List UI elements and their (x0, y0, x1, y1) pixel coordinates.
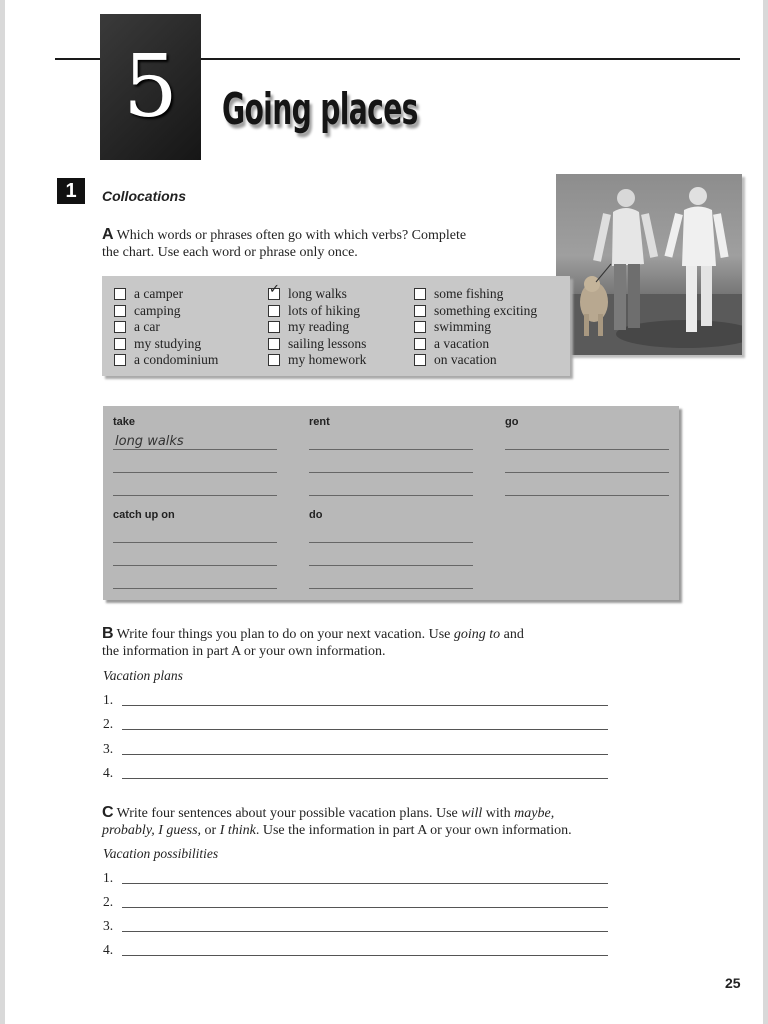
chart-heading-do: do (309, 509, 323, 521)
part-c-line-1: Write four sentences about your possible vacation plans. Use (116, 806, 462, 821)
part-a-letter: A (102, 226, 114, 243)
item-number: 1. (103, 692, 114, 707)
writing-line[interactable] (122, 883, 608, 884)
checkbox[interactable] (268, 321, 280, 333)
checkbox[interactable] (268, 354, 280, 366)
item-number: 4. (103, 942, 114, 957)
item-number: 2. (103, 894, 114, 909)
word-label: something exciting (434, 302, 538, 318)
word-label: a camper (134, 286, 184, 302)
answer-line[interactable] (309, 472, 473, 473)
checkbox[interactable] (414, 321, 426, 333)
word-label: my studying (134, 335, 202, 351)
word-label: swimming (434, 319, 492, 335)
part-c-emphasis: will (461, 806, 483, 821)
writing-line[interactable] (122, 778, 608, 779)
part-b-line-2: the information in part A or your own information. (102, 644, 386, 659)
part-b-sublabel: Vacation plans (103, 668, 183, 683)
page-number: 25 (725, 975, 741, 991)
part-c-emphasis: I think (219, 823, 256, 838)
word-column-2 (268, 282, 367, 369)
unit-title: Going places (222, 84, 418, 135)
word-item[interactable] (268, 282, 366, 303)
word-item[interactable] (414, 352, 537, 369)
answer-line[interactable] (505, 449, 669, 450)
part-b-instructions (102, 625, 524, 660)
word-label: my reading (288, 319, 350, 335)
collocation-chart (103, 406, 679, 600)
checkbox[interactable] (414, 288, 426, 300)
word-label: on vacation (434, 352, 497, 368)
chart-heading-go: go (505, 416, 519, 428)
checkbox[interactable] (114, 288, 126, 300)
checkbox-checked[interactable] (268, 282, 280, 300)
part-b-emphasis: going to (453, 627, 501, 642)
word-item[interactable] (268, 336, 366, 353)
part-a-line-1: Which words or phrases often go with which verbs? Complete (116, 228, 467, 243)
word-label: a condominium (134, 352, 219, 368)
part-c-emphasis: maybe, (514, 806, 555, 821)
photo-illustration (556, 174, 742, 355)
writing-line[interactable] (122, 754, 608, 755)
word-item[interactable] (114, 352, 218, 369)
part-c-line-2: . Use the information in part A or your own information. (255, 823, 572, 838)
chart-heading-take: take (113, 416, 136, 428)
answer-line[interactable] (309, 588, 473, 589)
chart-heading-rent: rent (309, 416, 330, 428)
writing-line[interactable] (122, 705, 608, 706)
checkbox[interactable] (114, 321, 126, 333)
section-title: Collocations (102, 188, 187, 204)
word-column-1 (114, 286, 218, 369)
unit-number: 5 (123, 37, 178, 137)
answer-line[interactable] (505, 495, 669, 496)
part-c-line-2-mid: or (201, 823, 220, 838)
writing-line[interactable] (122, 931, 608, 932)
example-answer: long walks (115, 434, 184, 449)
checkbox[interactable] (414, 305, 426, 317)
unit-number-box (100, 14, 201, 160)
part-c-emphasis: probably, I guess, (102, 823, 202, 838)
checkbox[interactable] (114, 354, 126, 366)
answer-line[interactable] (113, 542, 277, 543)
answer-line[interactable] (113, 449, 277, 450)
word-column-3 (414, 286, 537, 369)
item-number: 2. (103, 716, 114, 731)
page-edge-left (0, 0, 5, 1024)
part-b-letter: B (102, 625, 114, 642)
answer-line[interactable] (309, 565, 473, 566)
page-edge-right (763, 0, 768, 1024)
word-item[interactable] (268, 319, 366, 336)
answer-line[interactable] (113, 472, 277, 473)
answer-line[interactable] (309, 495, 473, 496)
part-b-line-1: Write four things you plan to do on your next vacation. Use (116, 627, 454, 642)
word-label: my homework (288, 352, 367, 368)
checkbox[interactable] (268, 305, 280, 317)
part-c-letter: C (102, 804, 114, 821)
word-bank (102, 276, 570, 376)
word-item[interactable] (268, 352, 366, 369)
word-label: a vacation (434, 335, 490, 351)
answer-line[interactable] (113, 588, 277, 589)
item-number: 1. (103, 870, 114, 885)
word-label: a car (134, 319, 160, 335)
checkbox[interactable] (414, 354, 426, 366)
check-mark-icon: ✓ (269, 282, 280, 298)
word-item[interactable] (414, 303, 537, 320)
answer-line[interactable] (113, 565, 277, 566)
word-item[interactable] (114, 319, 218, 336)
word-label: long walks (288, 286, 347, 302)
checkbox[interactable] (114, 338, 126, 350)
part-b-line-1-end: and (500, 627, 524, 642)
part-c-line-1-mid: with (482, 806, 515, 821)
word-label: lots of hiking (288, 302, 361, 318)
photo-couple-walking-dog (556, 174, 742, 355)
answer-line[interactable] (309, 542, 473, 543)
answer-line[interactable] (505, 472, 669, 473)
section-number: 1 (57, 178, 85, 204)
answer-line[interactable] (113, 495, 277, 496)
writing-line[interactable] (122, 907, 608, 908)
part-a-instructions (102, 226, 466, 261)
word-item[interactable] (114, 336, 218, 353)
checkbox[interactable] (268, 338, 280, 350)
word-item[interactable] (114, 286, 218, 303)
word-label: some fishing (434, 286, 504, 302)
checkbox[interactable] (414, 338, 426, 350)
word-item[interactable] (114, 303, 218, 320)
chart-heading-catch-up-on: catch up on (113, 509, 175, 521)
word-label: camping (134, 302, 181, 318)
word-item[interactable] (414, 319, 537, 336)
item-number: 3. (103, 741, 114, 756)
answer-line[interactable] (309, 449, 473, 450)
word-item[interactable] (414, 336, 537, 353)
item-number: 4. (103, 765, 114, 780)
part-c-sublabel: Vacation possibilities (103, 846, 219, 861)
word-item[interactable] (414, 286, 537, 303)
checkbox[interactable] (114, 305, 126, 317)
part-a-line-2: the chart. Use each word or phrase only once. (102, 245, 358, 260)
writing-line[interactable] (122, 729, 608, 730)
writing-line[interactable] (122, 955, 608, 956)
item-number: 3. (103, 918, 114, 933)
word-label: sailing lessons (288, 335, 367, 351)
part-c-instructions (102, 804, 572, 839)
word-item[interactable] (268, 303, 366, 320)
